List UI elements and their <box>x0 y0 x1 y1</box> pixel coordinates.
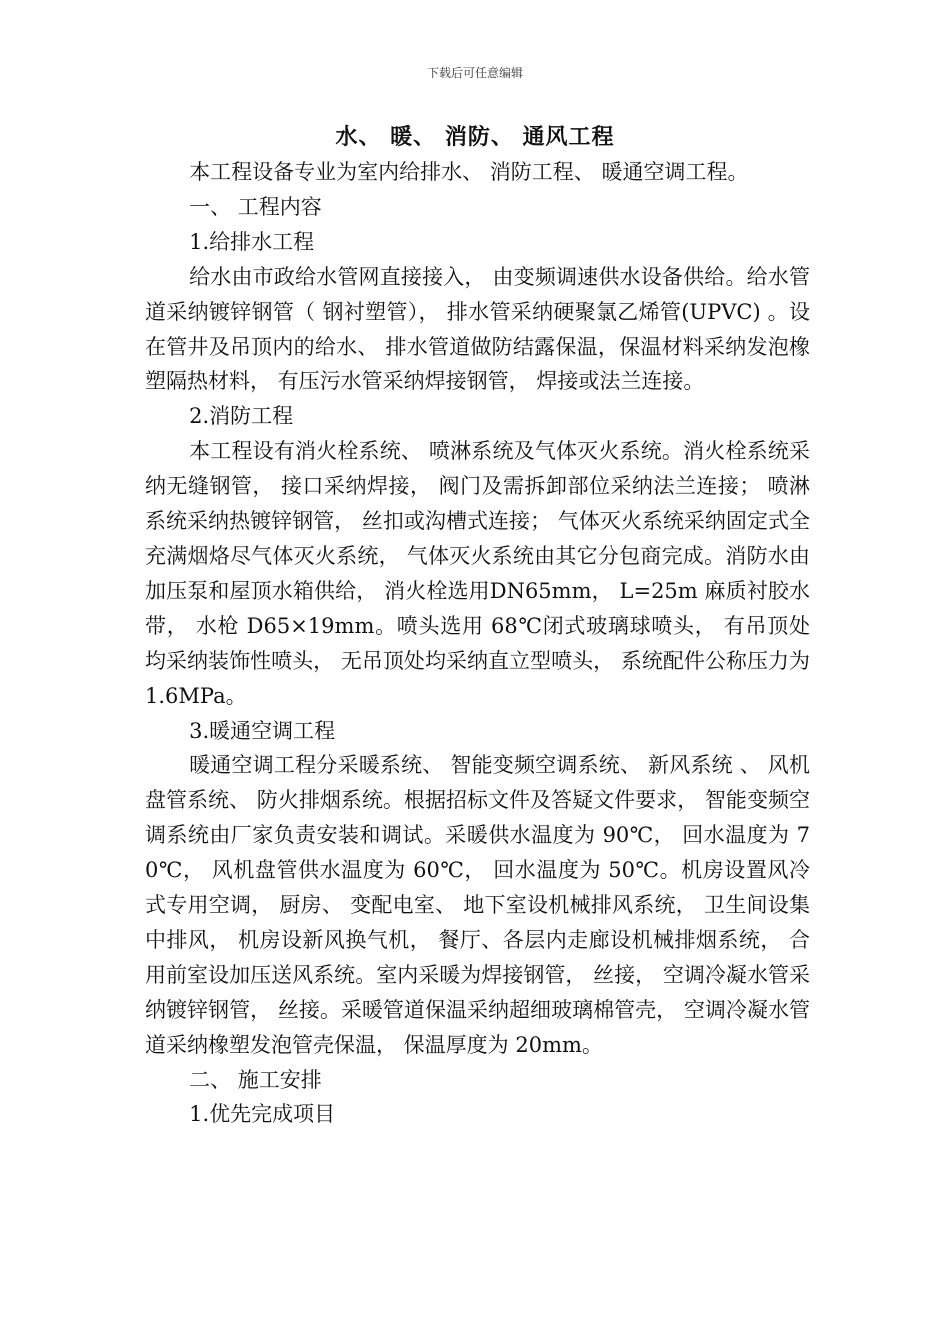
section-heading-construction-arrangement: 二、 施工安排 <box>189 1067 322 1092</box>
fire-protection-paragraph: 本工程设有消火栓系统、 喷淋系统及气体灭火系统。消火栓系统采纳无缝钢管， 接口采纳焊接， 阀门及需拆卸部位采纳法兰连接； 喷淋系统采纳热镀锌钢管， 丝扣或沟槽式连接； 气体灭火系统采纳固定式全充满烟烙尽气体灭火系统， 气体灭火系统由其它分包商完成。消防水由加压泵和屋顶水箱供给， 消火栓选用DN65mm， L=25m 麻质衬胶水带， 水枪 D65×19mm。喷头选用 68℃闭式玻璃球喷头， 有吊顶处均采纳装饰性喷头， 无吊顶处均采纳直立型喷头， 系统配件公称压力为 1.6MPa。 <box>145 439 810 708</box>
water-supply-paragraph: 给水由市政给水管网直接接入， 由变频调速供水设备供给。给水管道采纳镀锌钢管（ 钢衬塑管）， 排水管采纳硬聚氯乙烯管(UPVC) 。设在管井及吊顶内的给水、 排水管道做防结露保温，保温材料采纳发泡橡塑隔热材料， 有压污水管采纳焊接钢管， 焊接或法兰连接。 <box>145 264 810 394</box>
subsection-heading-fire-protection: 2.消防工程 <box>189 404 294 429</box>
intro-paragraph: 本工程设备专业为室内给排水、 消防工程、 暖通空调工程。 <box>189 160 749 184</box>
subsection-heading-water-supply: 1.给排水工程 <box>189 229 315 254</box>
section-heading-project-content: 一、 工程内容 <box>189 194 322 219</box>
document-body <box>145 155 810 1132</box>
subsection-heading-priority-items: 1.优先完成项目 <box>189 1102 336 1127</box>
hvac-paragraph: 暖通空调工程分采暖系统、 智能变频空调系统、 新风系统 、 风机盘管系统、 防火排烟系统。根据招标文件及答疑文件要求， 智能变频空调系统由厂家负责安装和调试。采暖供水温度为 90℃， 回水温度为 70℃， 风机盘管供水温度为 60℃， 回水温度为 50℃。机房设置风冷式专用空调， 厨房、 变配电室、 地下室设机械排风系统， 卫生间设集中排风， 机房设新风换气机， 餐厅、各层内走廊设机械排烟系统， 合用前室设加压送风系统。室内采暖为焊接钢管， 丝接， 空调冷凝水管采纳镀锌钢管， 丝接。采暖管道保温采纳超细玻璃棉管壳， 空调冷凝水管道采纳橡塑发泡管壳保温， 保温厚度为 20mm。 <box>145 753 810 1057</box>
header-note: 下载后可任意编辑 <box>426 66 523 80</box>
subsection-heading-hvac: 3.暖通空调工程 <box>189 718 336 743</box>
document-title: 水、 暖、 消防、 通风工程 <box>335 124 615 150</box>
